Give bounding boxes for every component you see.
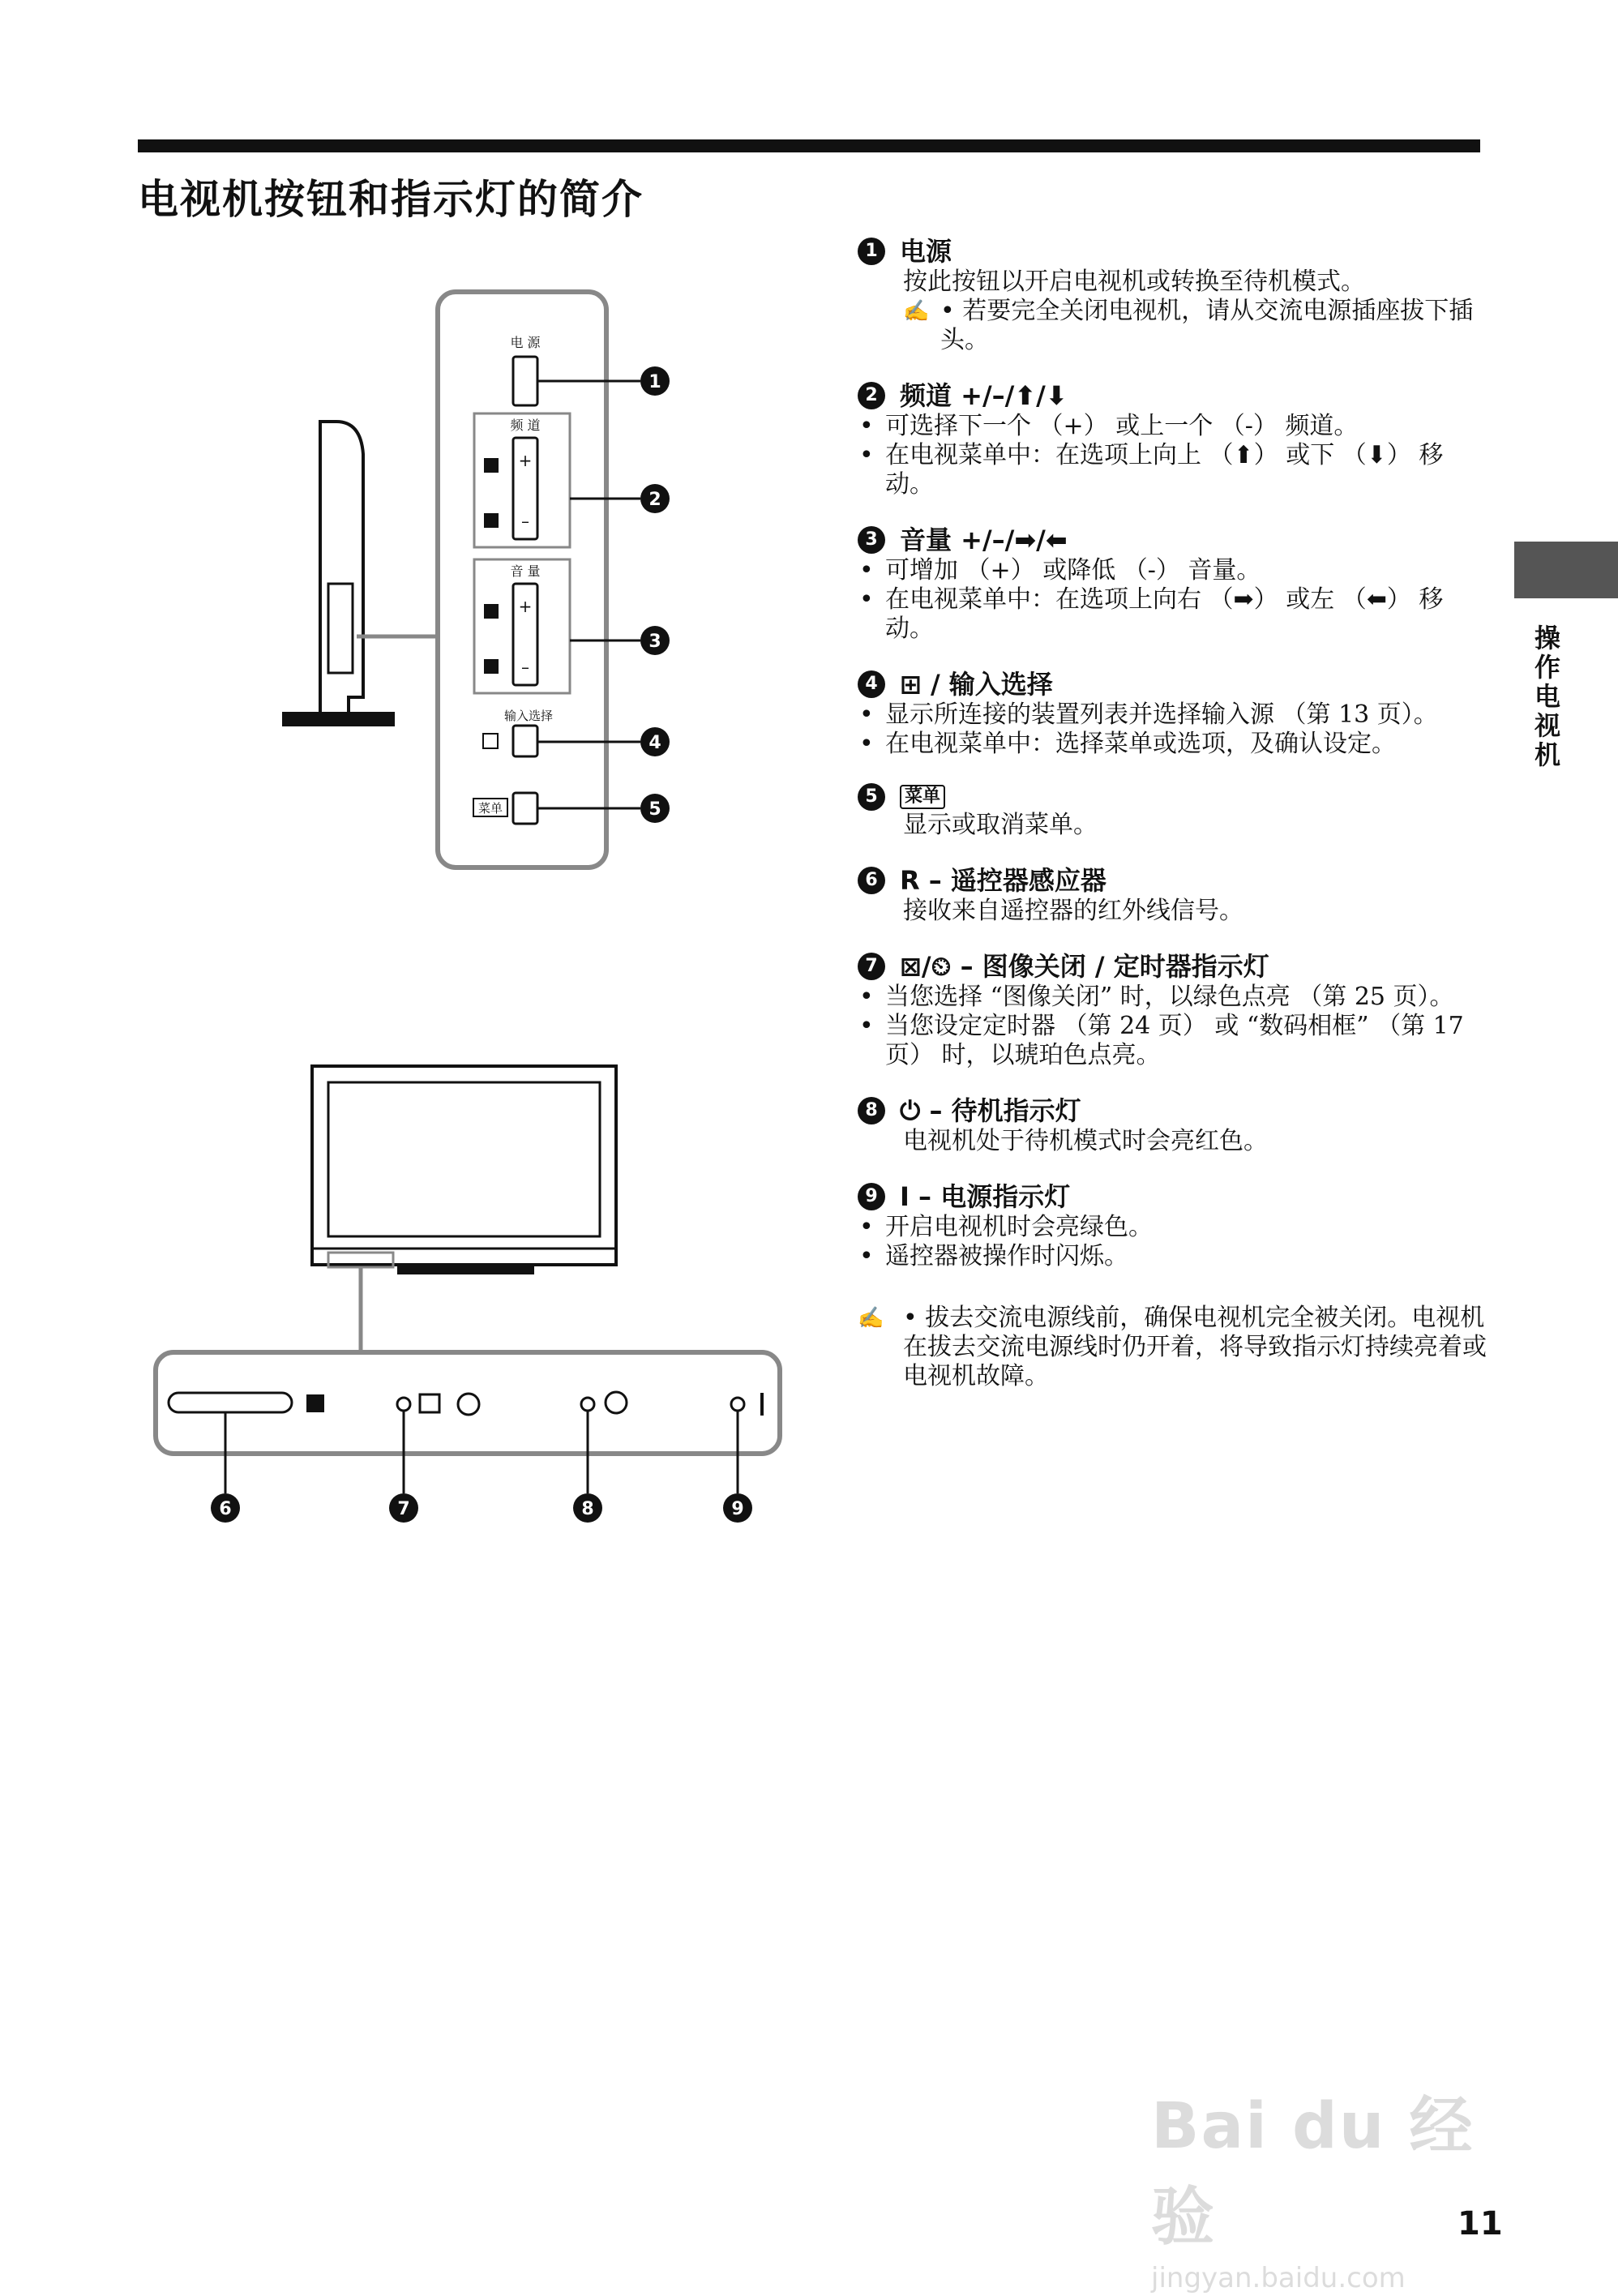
bullet-item: • 可选择下一个 （+） 或上一个 （-） 频道。: [858, 412, 1490, 441]
power-label: 电 源: [510, 335, 541, 350]
callouts-front: [211, 1493, 752, 1523]
input-icon: [483, 734, 498, 748]
menu-keycap: 菜单: [900, 785, 945, 809]
side-control-panel: [438, 292, 640, 867]
svg-text:7: 7: [397, 1499, 410, 1519]
callout-badge: 3: [858, 526, 885, 554]
item-text: 电视机处于待机模式时会亮红色。: [903, 1127, 1268, 1155]
item-power: [858, 235, 1490, 355]
picture-off-led: [397, 1398, 410, 1411]
callout-badge: 4: [858, 670, 885, 698]
callout-badge: 1: [858, 238, 885, 265]
note-icon: ✍: [858, 1306, 884, 1330]
final-note: [858, 1304, 1490, 1391]
input-button[interactable]: [513, 726, 537, 756]
svg-text:1: 1: [648, 372, 661, 392]
bullet-item: • 显示所连接的装置列表并选择输入源 （第 13 页）。: [858, 700, 1490, 730]
callout-badge: 7: [858, 953, 885, 980]
page-title: 电视机按钮和指示灯的简介: [138, 176, 644, 223]
svg-text:–: –: [521, 658, 529, 677]
tv-front: [312, 1066, 616, 1352]
item-note: • 若要完全关闭电视机，请从交流电源插座拔下插头。: [940, 297, 1474, 354]
item-power-indicator: [858, 1180, 1490, 1271]
item-title: 音量 +/–/➡/⬅: [900, 525, 1068, 555]
item-text: 按此按钮以开启电视机或转换至待机模式。: [903, 268, 1365, 296]
item-title: ⏻ – 待机指示灯: [900, 1095, 1081, 1126]
power-on-icon: [760, 1393, 764, 1416]
section-label: 操作电视机: [1530, 624, 1561, 770]
item-remote-sensor: [858, 864, 1490, 926]
down-arrow-icon: [484, 513, 499, 528]
item-standby: [858, 1094, 1490, 1156]
svg-text:–: –: [521, 512, 529, 531]
section-tab: [1514, 542, 1618, 598]
bullet-item: • 当您设定定时器 （第 24 页） 或 “数码相框” （第 17 页） 时，以琥珀色点亮。: [858, 1012, 1490, 1070]
callout-badge: 2: [858, 382, 885, 409]
item-text: 显示或取消菜单。: [903, 811, 1098, 839]
item-title: R – 遥控器感应器: [900, 865, 1106, 896]
front-indicator-panel: [156, 1352, 780, 1493]
svg-text:5: 5: [648, 799, 661, 820]
baidu-watermark: [1151, 2075, 1524, 2294]
power-led: [731, 1398, 744, 1411]
timer-icon: [458, 1394, 479, 1415]
item-menu: [858, 783, 1490, 840]
menu-button[interactable]: [513, 793, 537, 824]
svg-text:2: 2: [648, 490, 661, 510]
callout-badge: 6: [858, 867, 885, 894]
bullet-item: • 可增加 （+） 或降低 （-） 音量。: [858, 556, 1490, 585]
item-title: ⊞ / 输入选择: [900, 669, 1053, 700]
up-arrow-icon: [484, 458, 499, 473]
svg-text:3: 3: [648, 632, 661, 652]
power-button[interactable]: [513, 357, 537, 405]
picture-off-icon: [420, 1394, 439, 1412]
callout-badge: 5: [858, 783, 885, 811]
input-label: 输入选择: [503, 709, 554, 723]
tv-diagram: [0, 0, 811, 1540]
item-text: 接收来自遥控器的红外线信号。: [903, 897, 1243, 925]
svg-text:9: 9: [731, 1499, 744, 1519]
svg-text:+: +: [518, 597, 533, 616]
right-arrow-icon: [484, 604, 499, 619]
page-number: 11: [1457, 2205, 1503, 2242]
svg-text:6: 6: [219, 1499, 232, 1519]
svg-text:8: 8: [581, 1499, 594, 1519]
bullet-item: • 开启电视机时会亮绿色。: [858, 1213, 1490, 1242]
item-title: 电源: [900, 236, 952, 267]
watermark-url: jingyan.baidu.com: [1151, 2262, 1406, 2294]
watermark-logo: Bai du 经验: [1151, 2090, 1475, 2254]
bullet-item: • 在电视菜单中：选择菜单或选项，及确认设定。: [858, 730, 1490, 759]
bullet-item: • 当您选择 “图像关闭” 时，以绿色点亮 （第 25 页）。: [858, 983, 1490, 1012]
menu-label: 菜单: [477, 801, 503, 816]
bullet-item: • 遥控器被操作时闪烁。: [858, 1242, 1490, 1271]
callouts-side: [640, 366, 670, 823]
callout-badge: 9: [858, 1183, 885, 1210]
svg-text:4: 4: [648, 733, 661, 753]
remote-sensor-icon: [306, 1394, 324, 1412]
bullet-item: • 在电视菜单中：在选项上向右 （➡） 或左 （⬅） 移动。: [858, 585, 1490, 644]
callout-badge: 8: [858, 1097, 885, 1124]
item-title: 频道 +/–/⬆/⬇: [900, 380, 1068, 411]
item-picture-off-timer: [858, 950, 1490, 1070]
standby-icon: [606, 1392, 627, 1413]
item-input: [858, 668, 1490, 759]
final-note-text: • 拔去交流电源线前，确保电视机完全被关闭。电视机在拔去交流电源线时仍开着，将导致指示灯持续亮着或电视机故障。: [903, 1304, 1487, 1390]
remote-sensor: [169, 1393, 292, 1412]
note-icon: ✍: [903, 299, 930, 323]
item-channel: [858, 379, 1490, 499]
item-title: I – 电源指示灯: [900, 1181, 1071, 1212]
item-title: ⊠/⏲ – 图像关闭 / 定时器指示灯: [900, 951, 1269, 982]
left-arrow-icon: [484, 659, 499, 674]
channel-label: 频 道: [510, 418, 541, 433]
standby-led: [581, 1398, 594, 1411]
tv-side-profile: [284, 422, 438, 725]
item-volume: [858, 524, 1490, 644]
description-list: [858, 235, 1490, 1391]
bullet-item: • 在电视菜单中：在选项上向上 （⬆） 或下 （⬇） 移动。: [858, 441, 1490, 499]
svg-text:+: +: [518, 451, 533, 470]
volume-label: 音 量: [510, 563, 541, 579]
